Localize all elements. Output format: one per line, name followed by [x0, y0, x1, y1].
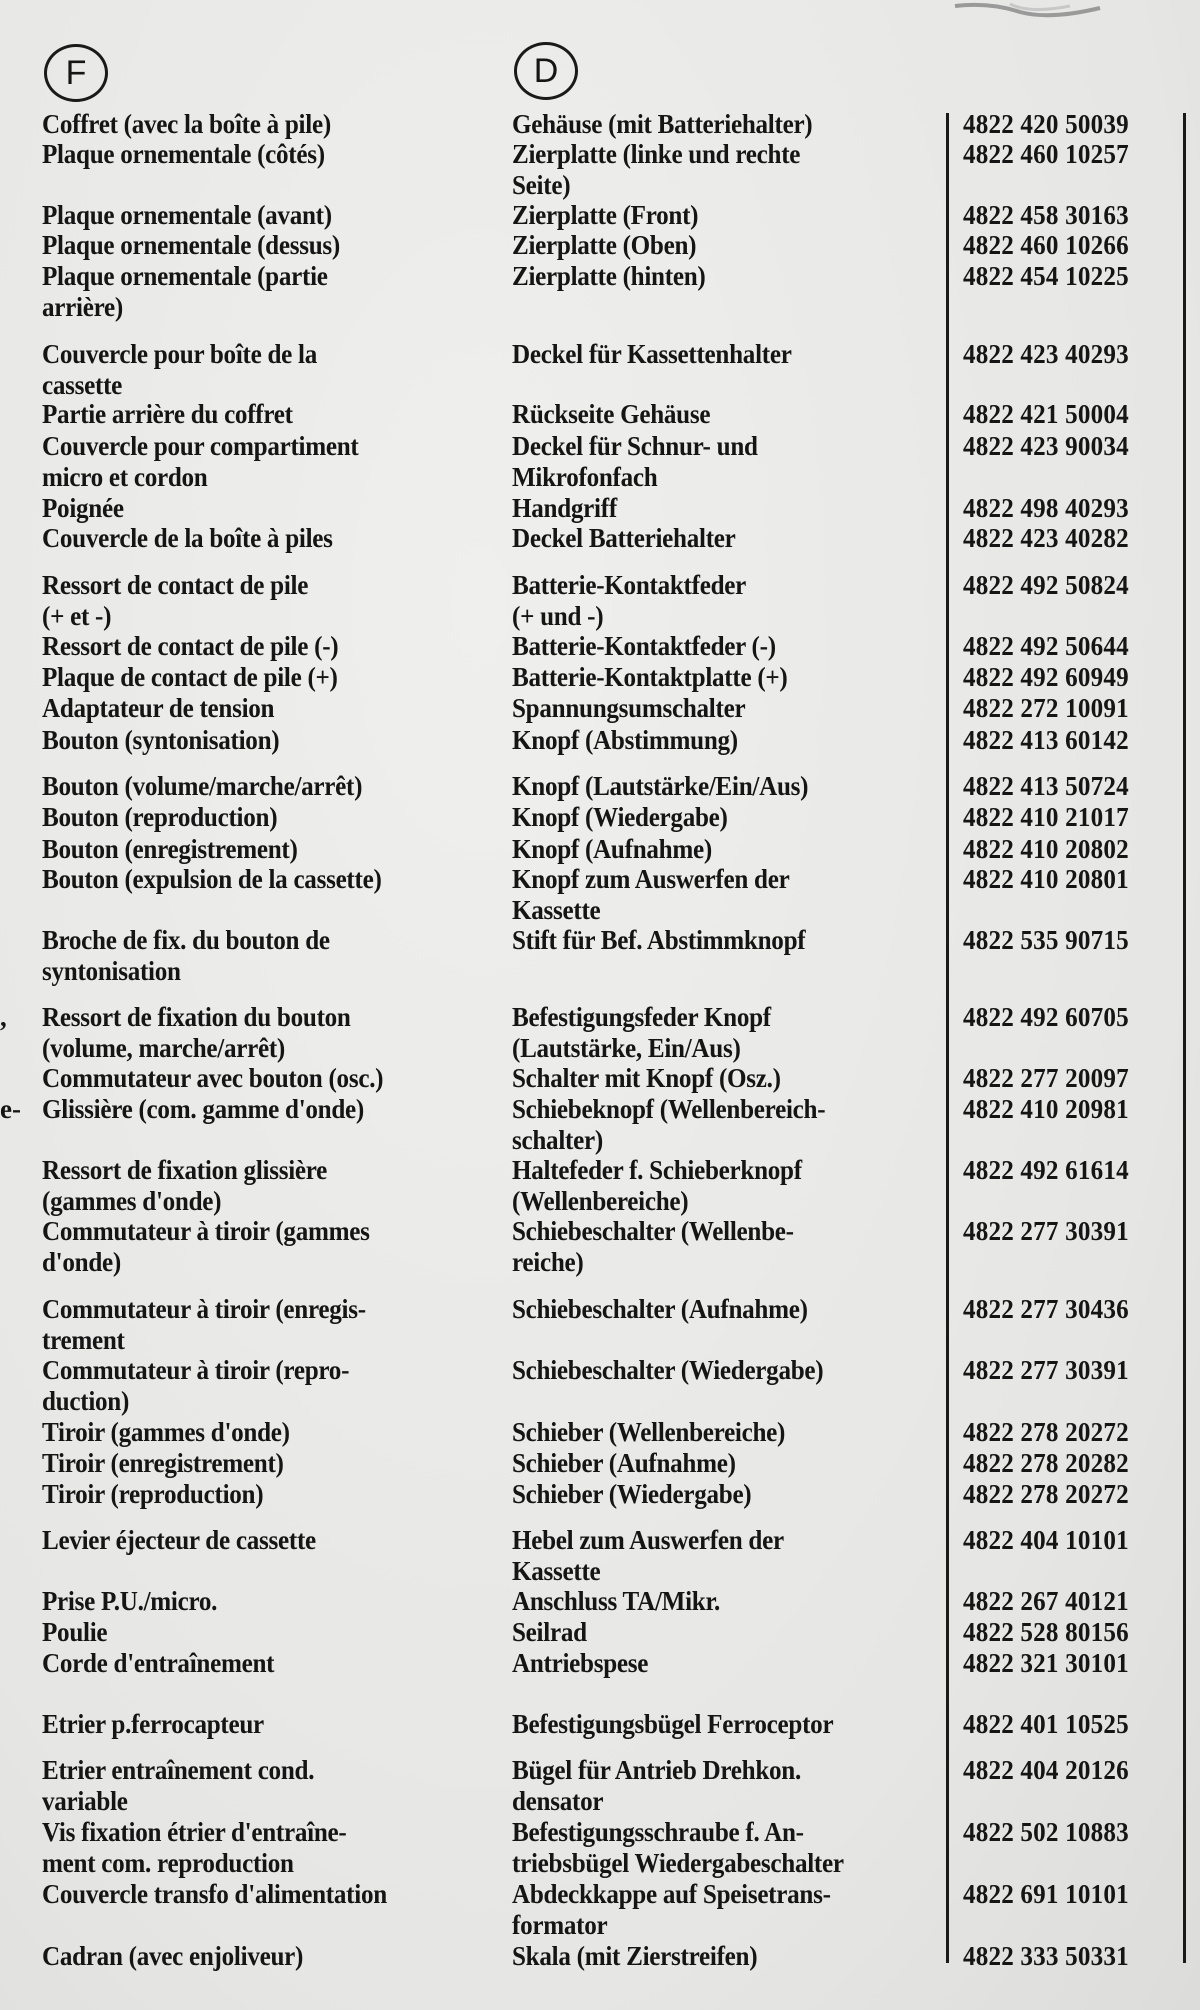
french-description: Couvercle pour compartiment micro et cordon — [42, 431, 359, 492]
french-description: Bouton (syntonisation) — [42, 725, 280, 755]
part-number: 4822 528 80156 — [963, 1617, 1129, 1647]
german-description: Antriebspese — [512, 1648, 649, 1678]
french-description: Glissière (com. gamme d'onde) — [42, 1094, 365, 1124]
german-description: Befestigungsschraube f. An- triebsbügel Wiedergabeschalter — [512, 1817, 844, 1878]
german-description: Schalter mit Knopf (Osz.) — [512, 1063, 781, 1093]
french-description: Plaque ornementale (avant) — [42, 200, 332, 230]
french-description: Bouton (expulsion de la cassette) — [42, 864, 382, 894]
part-number: 4822 404 20126 — [963, 1755, 1129, 1785]
french-description: Tiroir (gammes d'onde) — [42, 1417, 290, 1447]
part-number: 4822 492 50644 — [963, 631, 1129, 661]
part-number: 4822 423 40282 — [963, 523, 1129, 553]
french-description: Broche de fix. du bouton de syntonisation — [42, 925, 330, 986]
german-description: Befestigungsbügel Ferroceptor — [512, 1709, 834, 1739]
part-number: 4822 277 30436 — [963, 1294, 1129, 1324]
german-description: Batterie-Kontaktplatte (+) — [512, 662, 788, 692]
french-description: Commutateur à tiroir (gammes d'onde) — [42, 1216, 370, 1277]
part-number: 4822 421 50004 — [963, 399, 1129, 429]
german-description: Schieber (Wellenbereiche) — [512, 1417, 786, 1447]
part-number: 4822 410 21017 — [963, 802, 1129, 832]
german-description: Gehäuse (mit Batteriehalter) — [512, 109, 813, 139]
part-number: 4822 492 61614 — [963, 1155, 1129, 1185]
french-description: Plaque ornementale (dessus) — [42, 230, 340, 260]
german-description: Zierplatte (Oben) — [512, 230, 697, 260]
part-number: 4822 277 30391 — [963, 1355, 1129, 1385]
german-description: Bügel für Antrieb Drehkon. densator — [512, 1755, 801, 1816]
column-divider-line — [946, 113, 949, 1963]
german-description: Hebel zum Auswerfen der Kassette — [512, 1525, 784, 1586]
german-description: Knopf (Abstimmung) — [512, 725, 738, 755]
part-number: 4822 498 40293 — [963, 493, 1129, 523]
part-number: 4822 277 20097 — [963, 1063, 1129, 1093]
part-number: 4822 278 20272 — [963, 1417, 1129, 1447]
german-column-header: D — [514, 42, 578, 100]
margin-fragment: , — [0, 1002, 7, 1032]
part-number: 4822 420 50039 — [963, 109, 1129, 139]
part-number: 4822 492 50824 — [963, 570, 1129, 600]
french-description: Plaque ornementale (partie arrière) — [42, 261, 328, 322]
german-description: Schiebeschalter (Wiedergabe) — [512, 1355, 824, 1385]
french-description: Corde d'entraînement — [42, 1648, 275, 1678]
french-description: Couvercle pour boîte de la cassette — [42, 339, 317, 400]
french-description: Bouton (reproduction) — [42, 802, 278, 832]
french-description: Etrier p.ferrocapteur — [42, 1709, 264, 1739]
french-description: Bouton (enregistrement) — [42, 834, 298, 864]
german-description: Zierplatte (hinten) — [512, 261, 706, 291]
part-number: 4822 278 20282 — [963, 1448, 1129, 1478]
french-description: Prise P.U./micro. — [42, 1586, 218, 1616]
german-description: Befestigungsfeder Knopf (Lautstärke, Ein/Aus) — [512, 1002, 771, 1063]
german-description: Batterie-Kontaktfeder (+ und -) — [512, 570, 747, 631]
part-number: 4822 691 10101 — [963, 1879, 1129, 1909]
part-number: 4822 410 20981 — [963, 1094, 1129, 1124]
part-number: 4822 413 50724 — [963, 771, 1129, 801]
french-description: Tiroir (reproduction) — [42, 1479, 264, 1509]
german-description: Schiebeschalter (Wellenbe- reiche) — [512, 1216, 794, 1277]
french-description: Couvercle transfo d'alimentation — [42, 1879, 387, 1909]
german-description: Deckel für Kassettenhalter — [512, 339, 792, 369]
french-description: Commutateur à tiroir (enregis- trement — [42, 1294, 366, 1355]
german-description: Handgriff — [512, 493, 617, 523]
part-number: 4822 502 10883 — [963, 1817, 1129, 1847]
part-number: 4822 492 60949 — [963, 662, 1129, 692]
german-description: Knopf zum Auswerfen der Kassette — [512, 864, 790, 925]
french-description: Ressort de fixation glissière (gammes d'onde) — [42, 1155, 328, 1216]
part-number: 4822 423 40293 — [963, 339, 1129, 369]
part-number: 4822 267 40121 — [963, 1586, 1129, 1616]
part-number: 4822 535 90715 — [963, 925, 1129, 955]
french-description: Commutateur avec bouton (osc.) — [42, 1063, 384, 1093]
french-description: Adaptateur de tension — [42, 693, 275, 723]
part-number: 4822 454 10225 — [963, 261, 1129, 291]
part-number: 4822 277 30391 — [963, 1216, 1129, 1246]
french-description: Tiroir (enregistrement) — [42, 1448, 284, 1478]
french-description: Partie arrière du coffret — [42, 399, 293, 429]
french-description: Etrier entraînement cond. variable — [42, 1755, 315, 1816]
french-description: Bouton (volume/marche/arrêt) — [42, 771, 363, 801]
part-number: 4822 410 20801 — [963, 864, 1129, 894]
french-description: Ressort de contact de pile (+ et -) — [42, 570, 309, 631]
french-description: Commutateur à tiroir (repro- duction) — [42, 1355, 350, 1416]
part-number: 4822 401 10525 — [963, 1709, 1129, 1739]
german-description: Haltefeder f. Schieberknopf (Wellenbereiche) — [512, 1155, 802, 1216]
german-description: Knopf (Aufnahme) — [512, 834, 712, 864]
part-number: 4822 272 10091 — [963, 693, 1129, 723]
french-description: Ressort de contact de pile (-) — [42, 631, 339, 661]
german-description: Skala (mit Zierstreifen) — [512, 1941, 758, 1971]
german-description: Spannungsumschalter — [512, 693, 746, 723]
part-number: 4822 460 10266 — [963, 230, 1129, 260]
part-number: 4822 404 10101 — [963, 1525, 1129, 1555]
german-description: Knopf (Wiedergabe) — [512, 802, 728, 832]
part-number: 4822 492 60705 — [963, 1002, 1129, 1032]
german-description: Schieber (Wiedergabe) — [512, 1479, 752, 1509]
french-description: Plaque ornementale (côtés) — [42, 139, 325, 169]
german-description: Zierplatte (linke und rechte Seite) — [512, 139, 801, 200]
margin-fragment: e- — [0, 1094, 21, 1124]
part-number: 4822 321 30101 — [963, 1648, 1129, 1678]
german-description: Anschluss TA/Mikr. — [512, 1586, 721, 1616]
french-description: Couvercle de la boîte à piles — [42, 523, 333, 553]
right-border-line — [1183, 113, 1186, 1963]
german-description: Seilrad — [512, 1617, 587, 1647]
part-number: 4822 460 10257 — [963, 139, 1129, 169]
french-description: Plaque de contact de pile (+) — [42, 662, 338, 692]
french-description: Vis fixation étrier d'entraîne- ment com. reproduction — [42, 1817, 347, 1878]
part-number: 4822 458 30163 — [963, 200, 1129, 230]
german-description: Abdeckkappe auf Speisetrans- formator — [512, 1879, 831, 1940]
german-description: Knopf (Lautstärke/Ein/Aus) — [512, 771, 809, 801]
part-number: 4822 333 50331 — [963, 1941, 1129, 1971]
french-column-header: F — [44, 44, 108, 102]
german-description: Batterie-Kontaktfeder (-) — [512, 631, 776, 661]
german-description: Deckel für Schnur- und Mikrofonfach — [512, 431, 758, 492]
french-description: Ressort de fixation du bouton (volume, marche/arrêt) — [42, 1002, 351, 1063]
german-description: Zierplatte (Front) — [512, 200, 699, 230]
french-description: Cadran (avec enjoliveur) — [42, 1941, 304, 1971]
french-description: Levier éjecteur de cassette — [42, 1525, 316, 1555]
german-description: Schiebeschalter (Aufnahme) — [512, 1294, 808, 1324]
part-number: 4822 410 20802 — [963, 834, 1129, 864]
german-description: Rückseite Gehäuse — [512, 399, 711, 429]
french-description: Coffret (avec la boîte à pile) — [42, 109, 331, 139]
staple-mark — [950, 0, 1110, 22]
part-number: 4822 278 20272 — [963, 1479, 1129, 1509]
french-description: Poulie — [42, 1617, 108, 1647]
german-description: Schiebeknopf (Wellenbereich- schalter) — [512, 1094, 826, 1155]
part-number: 4822 423 90034 — [963, 431, 1129, 461]
german-description: Deckel Batteriehalter — [512, 523, 736, 553]
german-description: Stift für Bef. Abstimmknopf — [512, 925, 806, 955]
german-description: Schieber (Aufnahme) — [512, 1448, 736, 1478]
part-number: 4822 413 60142 — [963, 725, 1129, 755]
french-description: Poignée — [42, 493, 124, 523]
